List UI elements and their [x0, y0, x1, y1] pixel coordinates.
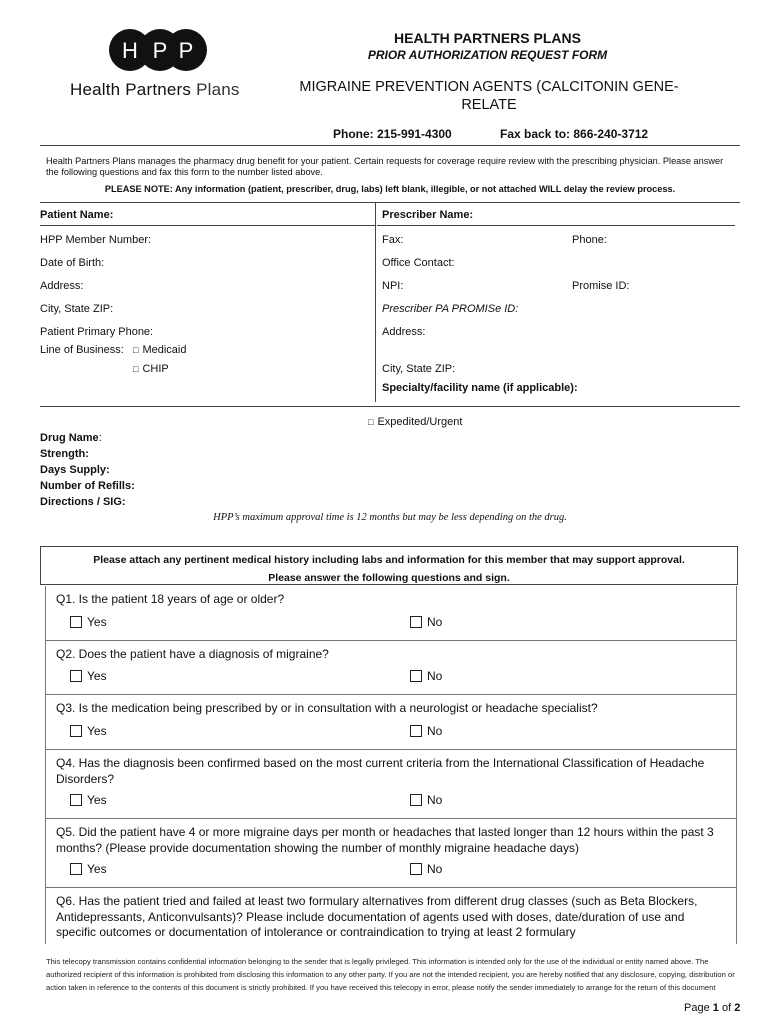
question-2: [45, 641, 737, 695]
hpp-logo-circles: [108, 28, 208, 72]
lob-medicaid-label: Medicaid: [142, 344, 187, 356]
specialty-label: Specialty/facility name (if applicable):: [382, 382, 578, 394]
attach-notice-line1: Please attach any pertinent medical history including labs and information for this member that may support approval.: [93, 554, 685, 566]
q5-yes-checkbox[interactable]: Yes: [70, 862, 107, 876]
logo-letter-2: P: [152, 38, 168, 63]
q5-no-checkbox[interactable]: No: [410, 862, 442, 876]
q2-yes-checkbox[interactable]: Yes: [70, 669, 107, 683]
question-5-text: Q5. Did the patient have 4 or more migraine days per month or headaches that lasted longer than 12 hours within the past 3 months? (Please provide documentation showing the number of monthly migraine headache days): [56, 825, 714, 855]
q1-no-checkbox[interactable]: No: [410, 615, 442, 629]
info-bottom-rule: [40, 406, 740, 407]
prescriber-name-rule: [377, 225, 735, 226]
form-subtitle: PRIOR AUTHORIZATION REQUEST FORM: [367, 48, 608, 62]
attach-notice-line2: Please answer the following questions and sign.: [268, 572, 510, 584]
checkbox-icon: □: [133, 364, 139, 374]
page-number: Page 1 of 2: [684, 1002, 741, 1014]
contact-phone: Phone: 215-991-4300: [333, 127, 452, 141]
checkbox-icon: [410, 863, 422, 875]
checkbox-icon: [410, 725, 422, 737]
confidentiality-notice: This telecopy transmission contains confidential information belonging to the sender that is legally privileged. This information is intended only for the use of the individual or entity named above. The authorized recipient of this information is prohibited from disclosing this information to any other party. If you are not the intended recipient, you are hereby notified that any disclosure, copying, distribution or action taken in reference to the contents of this document is strictly prohibited. If you have received this telecopy in error, please notify the sender immediately to arrange for the return of this document: [46, 957, 735, 992]
question-5: [45, 819, 737, 888]
question-1-text: Q1. Is the patient 18 years of age or older?: [56, 592, 285, 606]
question-6-text: Q6. Has the patient tried and failed at least two formulary alternatives from different drug classes (such as Beta Blockers, Antidepressants, Anticonvulsants)? Please include documentation of agents used with doses, date/duration of use and specific outcomes or documentation of intolerance or contraindication to trying at least 2 formulary: [56, 894, 698, 939]
q1-yes-checkbox[interactable]: Yes: [70, 615, 107, 629]
checkbox-icon: [70, 794, 82, 806]
expedited-checkbox[interactable]: [368, 416, 462, 428]
expedited-label: Expedited/Urgent: [377, 416, 463, 428]
patient-phone-label: Patient Primary Phone:: [40, 326, 154, 338]
question-6: [45, 888, 737, 944]
question-3: [45, 695, 737, 750]
patient-city-label: City, State ZIP:: [40, 303, 114, 315]
intro-text: Health Partners Plans manages the pharmacy drug benefit for your patient. Certain requests for coverage require review with the prescribing physician. Please answer the following questions and fax this form to the number listed above.: [46, 156, 724, 177]
checkbox-icon: □: [368, 417, 374, 427]
q2-no-checkbox[interactable]: No: [410, 669, 442, 683]
question-2-text: Q2. Does the patient have a diagnosis of migraine?: [56, 647, 329, 661]
prescriber-phone-label: Phone:: [572, 234, 607, 246]
checkbox-icon: [70, 725, 82, 737]
lob-medicaid-checkbox[interactable]: [133, 344, 186, 356]
prescriber-address-label: Address:: [382, 326, 426, 338]
directions-label: Directions / SIG:: [40, 496, 126, 508]
member-number-label: HPP Member Number:: [40, 234, 152, 246]
npi-label: NPI:: [382, 280, 404, 292]
strength-label: Strength:: [40, 448, 89, 460]
drug-name-label: Drug Name:: [40, 432, 102, 444]
checkbox-icon: □: [133, 345, 139, 355]
checkbox-icon: [70, 670, 82, 682]
contact-fax: Fax back to: 866-240-3712: [500, 127, 649, 141]
days-supply-label: Days Supply:: [40, 464, 110, 476]
form-title: HEALTH PARTNERS PLANS: [394, 30, 581, 46]
please-note: PLEASE NOTE: Any information (patient, prescriber, drug, labs) left blank, illegible, or not attached WILL delay the review process.: [104, 184, 676, 194]
patient-address-label: Address:: [40, 280, 84, 292]
checkbox-icon: [70, 616, 82, 628]
office-contact-label: Office Contact:: [382, 257, 455, 269]
drug-class-title: MIGRAINE PREVENTION AGENTS (CALCITONIN GENE-RELATE: [299, 79, 679, 113]
logo-wordmark: [70, 80, 240, 100]
logo-name-bold: Health Partners: [70, 80, 192, 99]
logo-name-thin: Plans: [196, 80, 240, 99]
checkbox-icon: [70, 863, 82, 875]
logo-letter-3: P: [178, 38, 194, 63]
question-4: [45, 750, 737, 819]
patient-name-rule: [40, 225, 375, 226]
question-3-text: Q3. Is the medication being prescribed by or in consultation with a neurologist or headache specialist?: [56, 701, 598, 715]
lob-chip-checkbox[interactable]: [133, 363, 169, 375]
refills-label: Number of Refills:: [40, 480, 135, 492]
prescriber-city-label: City, State ZIP:: [382, 363, 456, 375]
question-1: [45, 586, 737, 641]
info-divider: [375, 202, 376, 402]
q3-yes-checkbox[interactable]: Yes: [70, 724, 107, 738]
checkbox-icon: [410, 794, 422, 806]
checkbox-icon: [410, 616, 422, 628]
question-4-text: Q4. Has the diagnosis been confirmed based on the most current criteria from the International Classification of Headache Disorders?: [56, 756, 705, 786]
dob-label: Date of Birth:: [40, 257, 105, 269]
promise-id-label: Promise ID:: [572, 280, 630, 292]
line-of-business-label: Line of Business:: [40, 344, 124, 356]
prescriber-fax-label: Fax:: [382, 234, 404, 246]
patient-name-label: Patient Name:: [40, 209, 114, 221]
prescriber-name-label: Prescriber Name:: [382, 209, 474, 221]
header-divider: [40, 145, 740, 146]
q4-no-checkbox[interactable]: No: [410, 793, 442, 807]
q3-no-checkbox[interactable]: No: [410, 724, 442, 738]
q4-yes-checkbox[interactable]: Yes: [70, 793, 107, 807]
pa-promise-label: Prescriber PA PROMISe ID:: [382, 303, 519, 315]
max-approval-note: HPP’s maximum approval time is 12 months but may be less depending on the drug.: [213, 512, 567, 523]
info-top-rule: [40, 202, 740, 203]
lob-chip-label: CHIP: [142, 363, 169, 375]
logo-letter-1: H: [122, 38, 138, 63]
checkbox-icon: [410, 670, 422, 682]
